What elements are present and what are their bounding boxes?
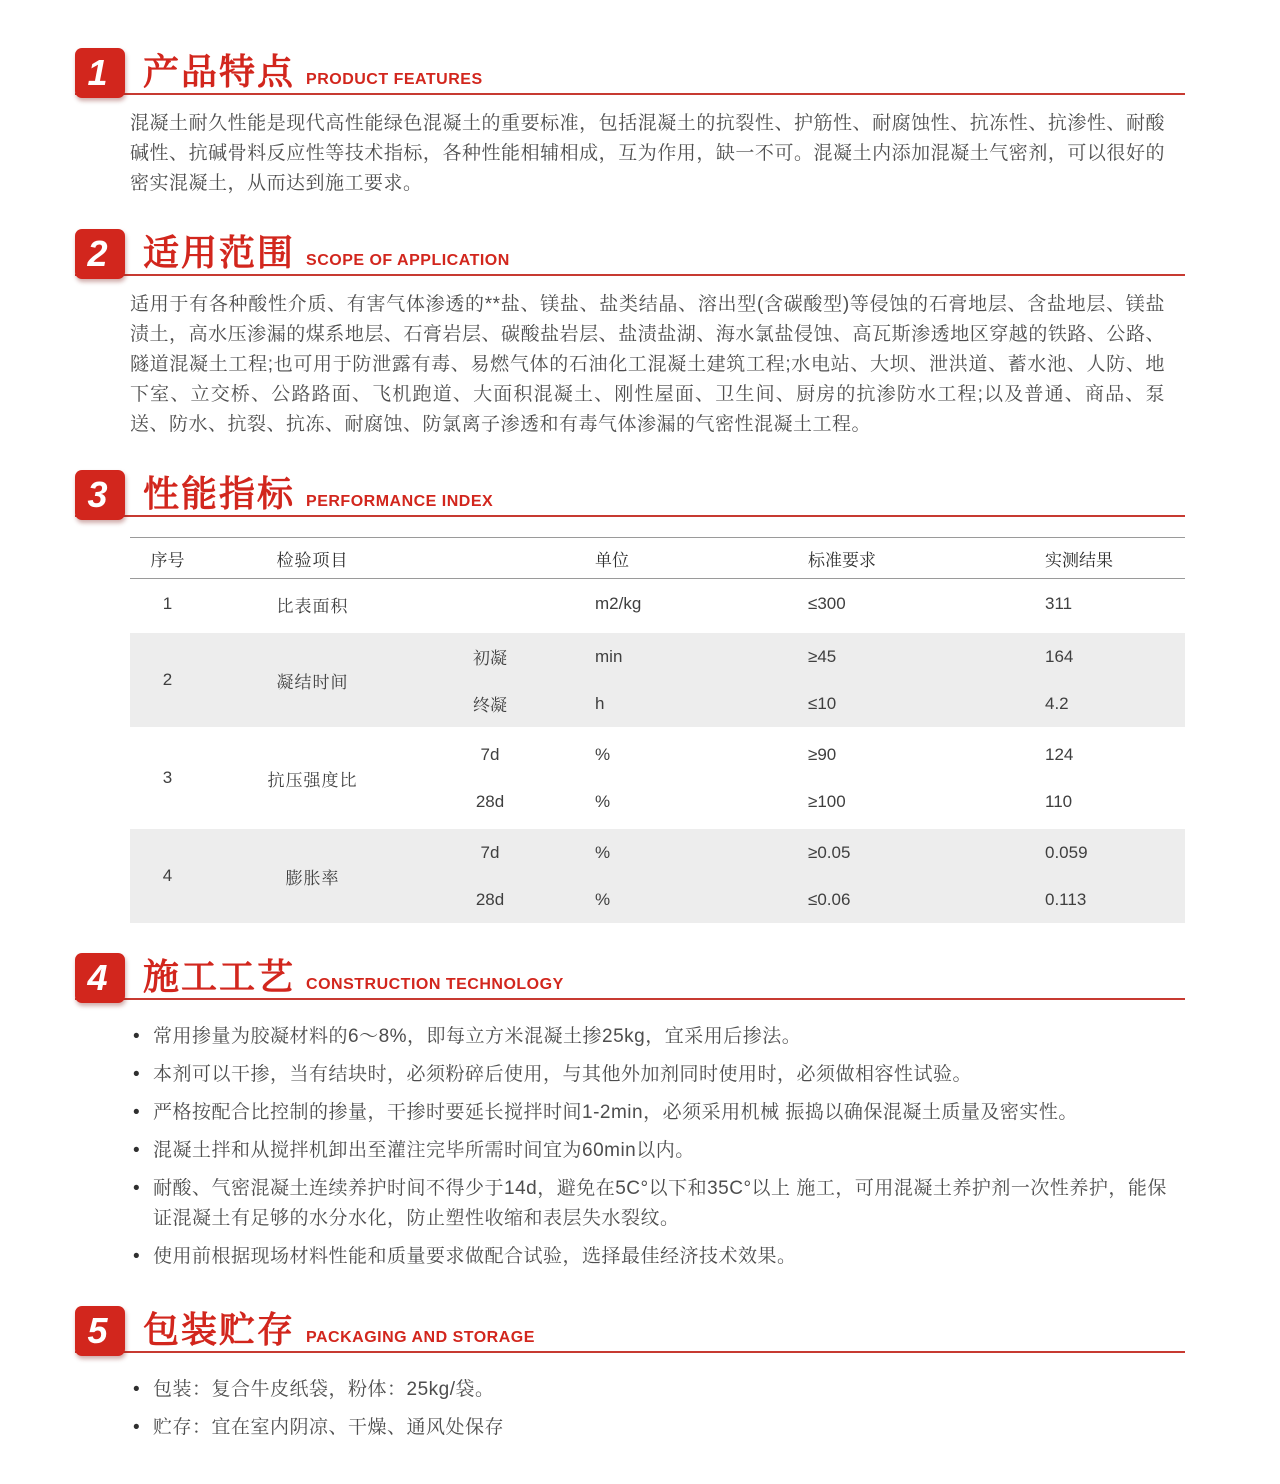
- cell-no: 2: [162, 670, 173, 689]
- section-subtitle-en: PERFORMANCE INDEX: [306, 493, 494, 510]
- section-title: 适用范围: [143, 232, 296, 273]
- cell-unit: %: [595, 744, 611, 764]
- bullet-list: [133, 1375, 1185, 1443]
- section-number: 4: [87, 957, 108, 998]
- bullet-dot-icon: •: [133, 1026, 141, 1047]
- section-number: 5: [87, 1310, 108, 1351]
- cell-unit: %: [595, 791, 611, 811]
- col-header-unit: 单位: [595, 550, 629, 570]
- cell-standard: ≥100: [808, 791, 846, 811]
- cell-item: 抗压强度比: [267, 770, 358, 790]
- bullet-dot-icon: •: [133, 1379, 141, 1400]
- cell-sub: 28d: [475, 791, 505, 811]
- cell-unit: min: [595, 646, 623, 666]
- section-number: 2: [87, 233, 108, 274]
- cell-standard: ≤10: [808, 693, 837, 713]
- cell-result: 164: [1045, 646, 1074, 666]
- list-item: [133, 1022, 1173, 1052]
- section-header: [75, 1306, 1185, 1353]
- section-title: 施工工艺: [143, 956, 296, 997]
- bullet-dot-icon: •: [133, 1246, 141, 1267]
- list-item-text: 使用前根据现场材料性能和质量要求做配合试验，选择最佳经济技术效果。: [153, 1246, 797, 1267]
- list-item-text: 包装：复合牛皮纸袋，粉体：25kg/袋。: [153, 1379, 495, 1400]
- section-paragraph: 混凝土耐久性能是现代高性能绿色混凝土的重要标准，包括混凝土的抗裂性、护筋性、耐腐蚀性、抗冻性、抗渗性、耐酸碱性、抗碱骨料反应性等技术指标，各种性能相辅相成，互为作用，缺一不可。混凝土内添加混凝土气密剂，可以很好的密实混凝土，从而达到施工要求。: [130, 113, 1165, 194]
- section-number-badge: [75, 1306, 125, 1356]
- cell-standard: ≤300: [808, 594, 846, 613]
- section-title: 产品特点: [143, 51, 296, 92]
- section-subtitle-en: SCOPE OF APPLICATION: [306, 252, 510, 269]
- section-title: 性能指标: [143, 473, 296, 514]
- cell-result: 110: [1045, 791, 1073, 811]
- section-title: 包装贮存: [143, 1309, 296, 1350]
- bullet-list: [133, 1022, 1185, 1272]
- cell-sub-wrap: [420, 633, 1185, 727]
- section-subtitle-en: CONSTRUCTION TECHNOLOGY: [306, 976, 564, 993]
- table-subrow: [420, 680, 1185, 727]
- bullet-dot-icon: •: [133, 1178, 141, 1199]
- section-subtitle-en: PACKAGING AND STORAGE: [306, 1329, 535, 1346]
- cell-sub: 终凝: [473, 696, 507, 715]
- table-subrow: [420, 579, 1185, 629]
- table-row: [130, 633, 1185, 727]
- section-product-features: [75, 48, 1185, 199]
- cell-item: 凝结时间: [276, 672, 349, 692]
- col-header-standard: 标准要求: [808, 550, 876, 570]
- cell-sub: 28d: [475, 889, 505, 909]
- cell-result: 0.059: [1045, 842, 1088, 862]
- cell-unit: m2/kg: [595, 594, 642, 613]
- section-packaging-and-storage: [75, 1306, 1185, 1443]
- bullet-dot-icon: •: [133, 1140, 141, 1161]
- cell-unit: %: [595, 842, 611, 862]
- section-paragraph: 适用于有各种酸性介质、有害气体渗透的**盐、镁盐、盐类结晶、溶出型(含碳酸型)等侵蚀的石膏地层、含盐地层、镁盐渍土，高水压渗漏的煤系地层、石膏岩层、碳酸盐岩层、盐渍盐湖、海水氯盐侵蚀、高瓦斯渗透地区穿越的铁路、公路、隧道混凝土工程;也可用于防泄露有毒、易燃气体的石油化工混凝土建筑工程;水电站、大坝、泄洪道、蓄水池、人防、地下室、立交桥、公路路面、飞机跑道、大面积混凝土、刚性屋面、卫生间、厨房的抗渗防水工程;以及普通、商品、泵送、防水、抗裂、抗冻、耐腐蚀、防氯离子渗透和有毒气体渗漏的气密性混凝土工程。: [130, 294, 1165, 435]
- cell-result: 311: [1045, 594, 1073, 613]
- section-number-badge: [75, 48, 125, 98]
- cell-sub-wrap: [420, 579, 1185, 629]
- bullet-dot-icon: •: [133, 1064, 141, 1085]
- cell-unit: %: [595, 889, 611, 909]
- performance-table: [130, 537, 1185, 923]
- table-row: [130, 829, 1185, 923]
- cell-sub: 7d: [480, 744, 500, 764]
- list-item: [133, 1098, 1173, 1128]
- cell-result: 124: [1045, 744, 1074, 764]
- cell-no: 3: [162, 768, 173, 787]
- section-scope-of-application: [75, 229, 1185, 440]
- section-performance-index: [75, 470, 1185, 923]
- col-header-item: 检验项目: [276, 550, 349, 570]
- list-item-text: 混凝土拌和从搅拌机卸出至灌注完毕所需时间宜为60min以内。: [153, 1140, 695, 1161]
- section-header: [75, 953, 1185, 1000]
- section-number: 1: [87, 52, 108, 93]
- cell-no: 4: [162, 866, 173, 885]
- cell-standard: ≥90: [808, 744, 837, 764]
- cell-result: 0.113: [1045, 889, 1087, 909]
- list-item-text: 贮存：宜在室内阴凉、干燥、通风处保存: [153, 1417, 505, 1438]
- cell-sub-wrap: [420, 731, 1185, 825]
- cell-unit: h: [595, 693, 605, 713]
- table-subrow: [420, 633, 1185, 680]
- list-item-text: 常用掺量为胶凝材料的6～8%，即每立方米混凝土掺25kg，宜采用后掺法。: [153, 1026, 802, 1047]
- section-number-badge: [75, 953, 125, 1003]
- list-item-text: 严格按配合比控制的掺量，干掺时要延长搅拌时间1-2min，必须采用机械 振捣以确保混凝土质量及密实性。: [153, 1102, 1078, 1123]
- section-number-badge: [75, 470, 125, 520]
- cell-no: 1: [162, 594, 173, 613]
- section-number: 3: [87, 474, 108, 515]
- section-number-badge: [75, 229, 125, 279]
- list-item: [133, 1375, 1173, 1405]
- list-item-text: 耐酸、气密混凝土连续养护时间不得少于14d，避免在5C°以下和35C°以上 施工，可用混凝土养护剂一次性养护，能保证混凝土有足够的水分水化，防止塑性收缩和表层失水裂纹。: [153, 1178, 1167, 1229]
- list-item: [133, 1060, 1173, 1090]
- bullet-dot-icon: •: [133, 1417, 141, 1438]
- table-subrow: [420, 876, 1185, 923]
- table-subrow: [420, 829, 1185, 876]
- section-construction-technology: [75, 953, 1185, 1272]
- list-item-text: 本剂可以干掺，当有结块时，必须粉碎后使用，与其他外加剂同时使用时，必须做相容性试验。: [153, 1064, 973, 1085]
- list-item: [133, 1242, 1173, 1272]
- cell-sub-wrap: [420, 829, 1185, 923]
- cell-item: 膨胀率: [285, 868, 340, 888]
- cell-sub: 初凝: [473, 649, 507, 668]
- bullet-dot-icon: •: [133, 1102, 141, 1123]
- cell-standard: ≥45: [808, 646, 837, 666]
- table-subrow: [420, 731, 1185, 778]
- list-item: [133, 1413, 1173, 1443]
- cell-sub: 7d: [480, 842, 500, 862]
- table-subrow: [420, 778, 1185, 825]
- table-header-row: [130, 537, 1185, 579]
- col-header-no: 序号: [150, 550, 185, 570]
- section-header: [75, 229, 1185, 276]
- section-subtitle-en: PRODUCT FEATURES: [306, 71, 483, 88]
- section-header: [75, 48, 1185, 95]
- table-row: [130, 579, 1185, 629]
- cell-standard: ≤0.06: [808, 889, 851, 909]
- section-header: [75, 470, 1185, 517]
- cell-result: 4.2: [1045, 693, 1069, 713]
- col-header-result: 实测结果: [1045, 550, 1113, 570]
- list-item: [133, 1136, 1173, 1166]
- cell-item: 比表面积: [276, 596, 349, 616]
- list-item: [133, 1174, 1173, 1234]
- table-row: [130, 731, 1185, 825]
- cell-standard: ≥0.05: [808, 842, 851, 862]
